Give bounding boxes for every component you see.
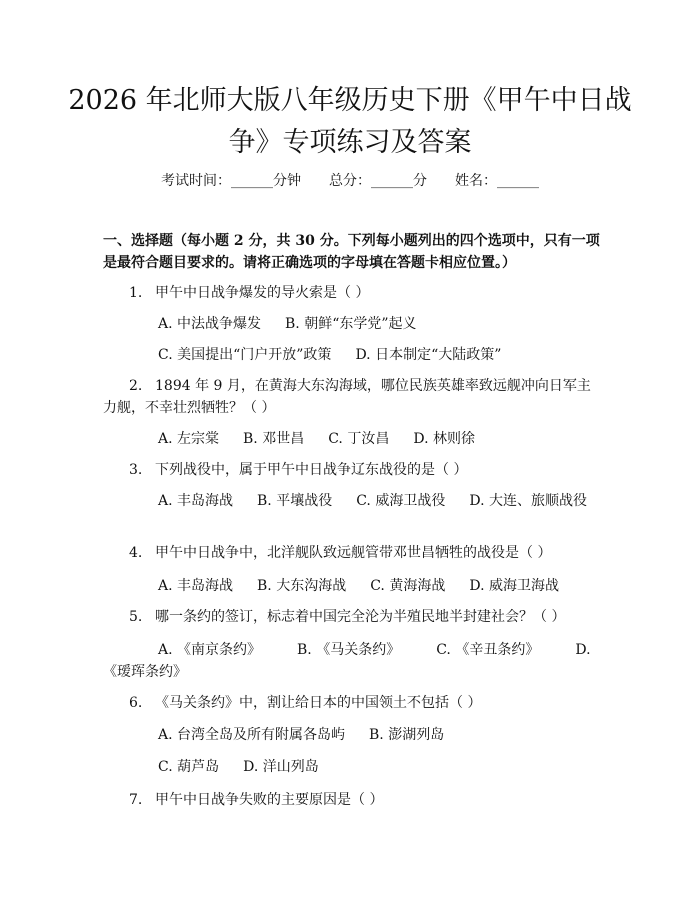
option-a[interactable]: A. 丰岛海战 (158, 493, 234, 509)
option-b[interactable]: B. 澎湖列岛 (369, 727, 445, 743)
option-d[interactable]: D. 洋山列岛 (243, 759, 319, 775)
question-stem: 哪一条约的签订，标志着中国完全沦为半殖民地半封建社会？（ ） (155, 609, 566, 625)
exam-meta: 考试时间：______分钟 总分：______分 姓名：______ (161, 173, 539, 189)
option-c[interactable]: C. 美国提出“门户开放”政策 (158, 347, 332, 363)
question-6 (103, 692, 600, 714)
option-b[interactable]: B. 邓世昌 (243, 431, 305, 447)
question-5-options (103, 639, 600, 683)
question-number: 6. (129, 695, 143, 711)
question-stem: 甲午中日战争爆发的导火索是（ ） (155, 285, 370, 301)
question-1 (103, 282, 600, 304)
option-a[interactable]: A. 左宗棠 (158, 431, 220, 447)
option-b[interactable]: B. 平壤战役 (257, 493, 333, 509)
question-4 (103, 542, 600, 564)
option-d[interactable]: D. 《瑷珲条约》 (103, 642, 591, 680)
option-a[interactable]: A. 中法战争爆发 (158, 316, 262, 332)
question-stem: 1894 年 9 月，在黄海大东沟海域，哪位民族英雄率致远舰冲向日军主力舰，不幸壮烈牺牲？（ ） (103, 378, 591, 416)
option-c[interactable]: C. 葫芦岛 (158, 759, 220, 775)
option-b[interactable]: B. 《马关条约》 (297, 642, 401, 658)
option-d[interactable]: D. 林则徐 (413, 431, 475, 447)
question-number: 4. (129, 545, 143, 561)
question-stem: 下列战役中，属于甲午中日战争辽东战役的是（ ） (155, 462, 468, 478)
option-a[interactable]: A. 丰岛海战 (158, 578, 234, 594)
question-3 (103, 459, 600, 481)
question-3-options (103, 490, 600, 512)
question-number: 3. (129, 462, 143, 478)
question-7 (103, 789, 600, 811)
question-stem: 《马关条约》中，割让给日本的中国领土不包括（ ） (155, 695, 482, 711)
option-d[interactable]: D. 威海卫海战 (469, 578, 559, 594)
question-number: 7. (129, 792, 143, 808)
question-6-options-row-2 (103, 756, 600, 778)
question-number: 2. (129, 378, 143, 394)
question-stem: 甲午中日战争失败的主要原因是（ ） (155, 792, 384, 808)
option-d[interactable]: D. 大连、旅顺战役 (469, 493, 587, 509)
option-c[interactable]: C. 威海卫战役 (356, 493, 446, 509)
option-c[interactable]: C. 《辛丑条约》 (436, 642, 540, 658)
question-number: 5. (129, 609, 143, 625)
question-number: 1. (129, 285, 143, 301)
question-1-options-row-2 (103, 344, 600, 366)
question-6-options-row-1 (103, 724, 600, 746)
option-c[interactable]: C. 丁汝昌 (328, 431, 390, 447)
question-stem: 甲午中日战争中，北洋舰队致远舰管带邓世昌牺牲的战役是（ ） (155, 545, 552, 561)
question-1-options-row-1 (103, 313, 600, 335)
option-c[interactable]: C. 黄海海战 (370, 578, 446, 594)
question-2 (103, 375, 600, 419)
section-heading: 一、选择题（每小题 2 分，共 30 分。下列每小题列出的四个选项中，只有一项是最符合题目要求的。请将正确选项的字母填在答题卡相应位置。） (103, 233, 600, 271)
question-2-options (103, 428, 600, 450)
option-d[interactable]: D. 日本制定“大陆政策” (355, 347, 502, 363)
option-a[interactable]: A. 《南京条约》 (158, 642, 262, 658)
option-b[interactable]: B. 朝鲜“东学党”起义 (285, 316, 417, 332)
option-a[interactable]: A. 台湾全岛及所有附属各岛屿 (158, 727, 346, 743)
option-b[interactable]: B. 大东沟海战 (257, 578, 347, 594)
question-5 (103, 606, 600, 628)
document-title: 2026 年北师大版八年级历史下册《甲午中日战争》专项练习及答案 (68, 85, 632, 158)
question-4-options (103, 575, 600, 597)
